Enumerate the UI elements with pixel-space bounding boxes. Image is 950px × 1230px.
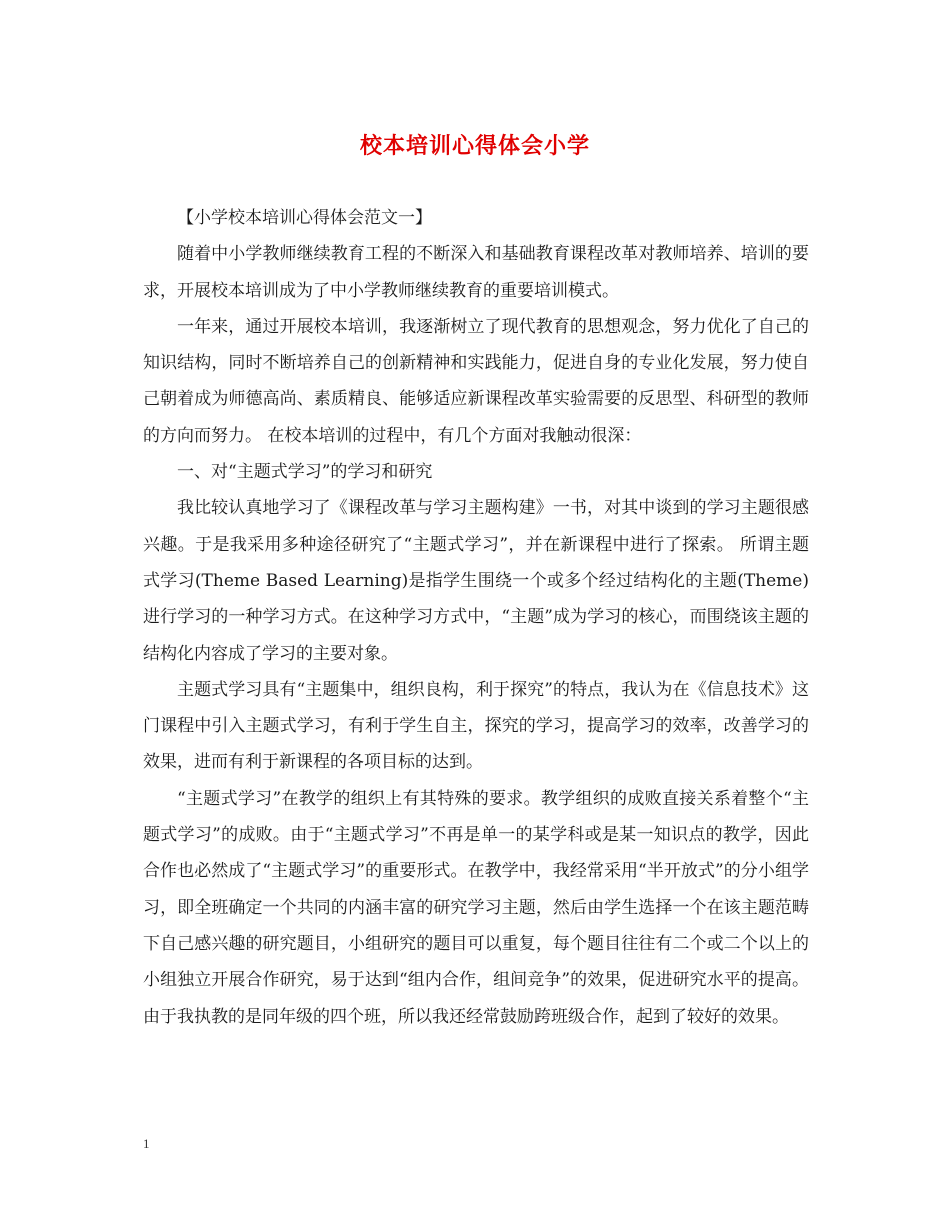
page-number: 1 xyxy=(143,1136,150,1151)
paragraph: “主题式学习”在教学的组织上有其特殊的要求。教学组织的成败直接关系着整个“主题式学习”的成败。由于“主题式学习”不再是单一的某学科或是某一知识点的教学，因此合作也必然成了“主题式学习”的重要形式。在教学中，我经常采用“半开放式”的分小组学习，即全班确定一个共同的内涵丰富的研究学习主题，然后由学生选择一个在该主题范畴下自己感兴趣的研究题目，小组研究的题目可以重复，每个题目往往有二个或二个以上的小组独立开展合作研究，易于达到“组内合作，组间竞争”的效果，促进研究水平的提高。由于我执教的是同年级的四个班，所以我还经常鼓励跨班级合作，起到了较好的效果。 xyxy=(143,788,809,1027)
section-heading: 【小学校本培训心得体会范文一】 xyxy=(177,208,432,228)
document-title: 校本培训心得体会小学 xyxy=(359,133,590,159)
subheading: 一、对“主题式学习”的学习和研究 xyxy=(177,462,433,483)
paragraph: 主题式学习具有“主题集中，组织良构，利于探究”的特点，我认为在《信息技术》这门课程中引入主题式学习，有利于学生自主，探究的学习，提高学习的效率，改善学习的效果，进而有利于新课程的各项目标的达到。 xyxy=(143,679,809,773)
paragraph: 随着中小学教师继续教育工程的不断深入和基础教育课程改革对教师培养、培训的要求，开展校本培训成为了中小学教师继续教育的重要培训模式。 xyxy=(143,244,809,301)
paragraph: 我比较认真地学习了《课程改革与学习主题构建》一书，对其中谈到的学习主题很感兴趣。于是我采用多种途径研究了“主题式学习”，并在新课程中进行了探索。 所谓主题式学习(Theme Based Learning)是指学生围绕一个或多个经过结构化的主题(Theme)进行学习的一种学习方式。在这种学习方式中，“主题”成为学习的核心，而围绕该主题的结构化内容成了学习的主要对象。 xyxy=(143,498,809,664)
paragraph: 一年来，通过开展校本培训，我逐渐树立了现代教育的思想观念，努力优化了自己的知识结构，同时不断培养自己的创新精神和实践能力，促进自身的专业化发展，努力使自己朝着成为师德高尚、素质精良、能够适应新课程改革实验需要的反思型、科研型的教师的方向而努力。 在校本培训的过程中，有几个方面对我触动很深： xyxy=(143,316,809,446)
document-body xyxy=(143,200,809,1035)
